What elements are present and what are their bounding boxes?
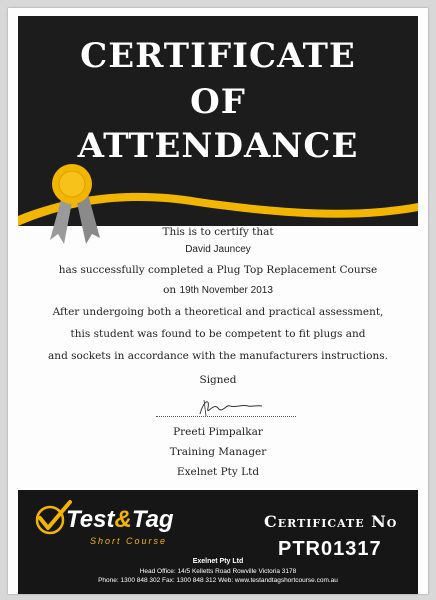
signatory-role: Training Manager: [169, 446, 267, 458]
footer-company-contact: Phone: 1300 848 302 Fax: 1300 848 312 Web: www.testandtagshortcourse.com.au: [98, 577, 338, 584]
completed-prefix: has successfully completed a: [58, 264, 214, 276]
date-prefix: on: [163, 284, 177, 296]
date-line: [18, 284, 418, 296]
brand-logo-text: [66, 506, 174, 534]
completed-line: [18, 264, 418, 276]
signatory-company: Exelnet Pty Ltd: [176, 466, 260, 478]
footer-company-address: Head Office: 14/5 Kelletts Road Rowville Victoria 3178: [139, 568, 297, 575]
logo-word-test: Test: [66, 506, 115, 533]
brand-logo-subtitle: Short Course: [90, 536, 168, 546]
award-ribbon-icon: [36, 158, 106, 258]
title-line-1: CERTIFICATE: [80, 36, 356, 76]
completion-date: 19th November 2013: [179, 285, 273, 296]
course-name: Plug Top Replacement Course: [216, 264, 378, 276]
title-line-3: ATTENDANCE: [77, 126, 359, 166]
assessment-line-2: this student was found to be competent to fit plugs and: [70, 328, 366, 340]
certificate-number-label: Certificate No: [264, 512, 398, 531]
assessment-line-3: and sockets in accordance with the manufacturers instructions.: [48, 350, 388, 362]
logo-word-tag: Tag: [131, 506, 174, 533]
logo-ampersand: &: [114, 506, 132, 533]
certificate-page: [8, 8, 428, 594]
signed-label: Signed: [199, 374, 237, 386]
assessment-line-1: After undergoing both a theoretical and practical assessment,: [52, 306, 384, 318]
title-line-2: OF: [190, 82, 246, 122]
footer-company-name: Exelnet Pty Ltd: [192, 558, 244, 565]
signature-line: [156, 416, 296, 417]
certificate-number: PTR01317: [278, 538, 382, 560]
signatory-name: Preeti Pimpalkar: [173, 426, 263, 438]
certify-line: This is to certify that: [162, 226, 274, 238]
recipient-name: David Jauncey: [185, 244, 251, 255]
